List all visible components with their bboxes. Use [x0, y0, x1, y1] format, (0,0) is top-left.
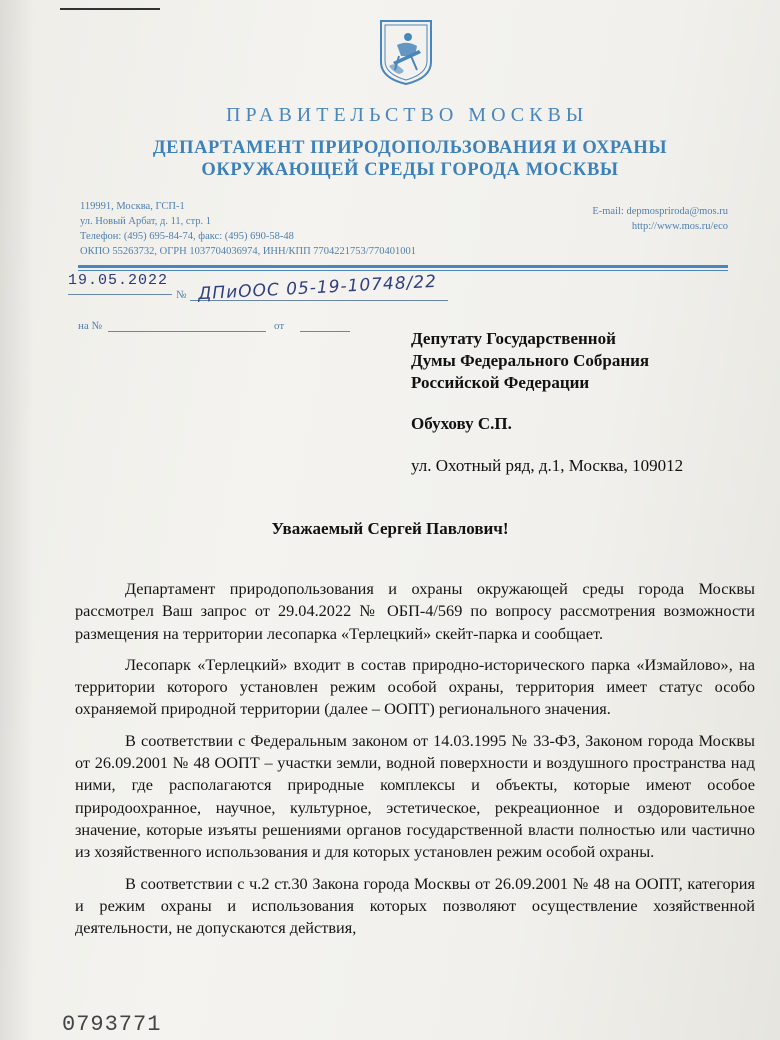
recipient-address: ул. Охотный ряд, д.1, Москва, 109012	[411, 456, 684, 475]
recipient-block	[411, 328, 649, 394]
recipient-title-line: Думы Федерального Собрания	[411, 351, 650, 370]
recipient-name	[411, 413, 512, 435]
header-rule-thin	[78, 270, 728, 271]
body-paragraph: В соответствии с ч.2 ст.30 Закона города Москвы от 26.09.2001 № 48 на ООПТ, категория и режим охраны и использования которых позволяют осуществление хозяйственной деятельности, не допускаются действия,	[75, 873, 755, 938]
moscow-coat-of-arms-icon	[377, 18, 435, 86]
department-title-line1: ДЕПАРТАМЕНТ ПРИРОДОПОЛЬЗОВАНИЯ И ОХРАНЫ	[152, 138, 668, 158]
recipient-name-text: Обухову С.П.	[411, 414, 512, 433]
ref-date-label: от	[274, 320, 285, 332]
body-paragraph: Лесопарк «Терлецкий» входит в состав природно-исторического парка «Измайлово», на территории которого установлен режим особой охраны, территория имеет статус особо охраняемой природной территории (далее – ООПТ) регионального значения.	[75, 654, 755, 719]
recipient-title-line: Депутату Государственной	[411, 329, 616, 348]
top-divider	[60, 8, 160, 10]
email-text: E-mail: depmospriroda@mos.ru	[592, 206, 728, 217]
recipient-title-line: Российской Федерации	[411, 373, 590, 392]
address-line: ОКПО 55263732, ОГРН 1037704036974, ИНН/КПП 7704221753/770401001	[80, 246, 416, 257]
serial-number: 0793771	[62, 1012, 162, 1037]
address-line: 119991, Москва, ГСП-1	[80, 201, 185, 212]
sender-contacts	[592, 204, 728, 234]
address-line: ул. Новый Арбат, д. 11, стр. 1	[80, 216, 212, 227]
government-title: ПРАВИТЕЛЬСТВО МОСКВЫ	[226, 104, 589, 126]
ref-number-label: на №	[78, 320, 103, 332]
body-paragraph: В соответствии с Федеральным законом от 14.03.1995 № 33-ФЗ, Законом города Москвы от 26.09.2001 № 48 ООПТ – участки земли, водной поверхности и воздушного пространства над ними, где располагаются природные комплексы и объекты, которые имеют особое природоохранное, научное, культурное, эстетическое, рекреационное и оздоровительное значение, которые изъяты решениями органов государственной власти полностью или частично из хозяйственного использования и для которых установлен режим особой охраны.	[75, 730, 755, 862]
website-text: http://www.mos.ru/eco	[631, 221, 728, 232]
body-paragraph: Департамент природопользования и охраны окружающей среды города Москвы рассмотрел Ваш запрос от 29.04.2022 № ОБП-4/569 по вопросу рассмотрения возможности размещения на территории лесопарка «Терлецкий» скейт-парка и сообщает.	[75, 579, 755, 643]
department-title-line2: ОКРУЖАЮЩЕЙ СРЕДЫ ГОРОДА МОСКВЫ	[201, 160, 619, 180]
header-rule	[78, 265, 728, 268]
registration-date: 19.05.2022	[68, 272, 169, 289]
ref-date-line	[300, 331, 350, 332]
greeting: Уважаемый Сергей Павлович!	[271, 519, 509, 538]
department-title	[120, 137, 700, 181]
sender-address	[80, 199, 416, 259]
registration-number: ДПиООС 05-19-10748/22	[197, 271, 438, 305]
date-underline	[68, 294, 172, 295]
letter-body	[75, 578, 755, 948]
address-line: Телефон: (495) 695-84-74, факс: (495) 690-58-48	[80, 231, 294, 242]
number-sign: №	[176, 289, 187, 301]
ref-number-line	[108, 331, 266, 332]
